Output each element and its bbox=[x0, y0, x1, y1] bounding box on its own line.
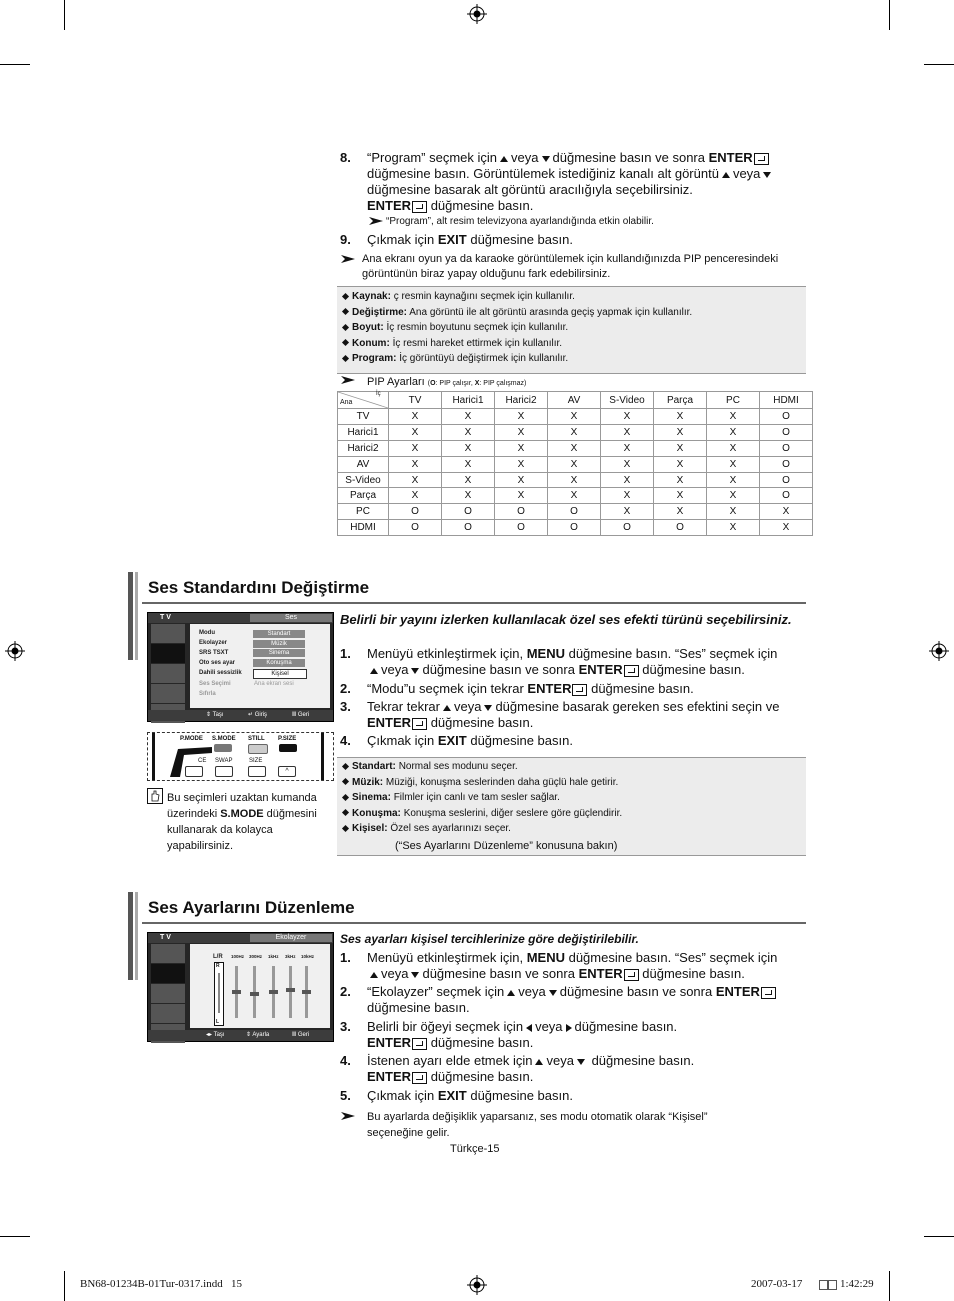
smode-button[interactable] bbox=[214, 744, 232, 752]
step-2: 2. “Modu”u seçmek için tekrar ENTER düğmesine basın. bbox=[340, 681, 694, 696]
table-cell: O bbox=[760, 472, 813, 488]
table-cell: O bbox=[495, 520, 548, 536]
table-cell: X bbox=[654, 424, 707, 440]
eq-slider-knob[interactable] bbox=[250, 992, 259, 996]
table-cell: X bbox=[707, 472, 760, 488]
table-cell: O bbox=[548, 504, 601, 520]
table-row-header: Parça bbox=[338, 488, 389, 504]
table-cell: X bbox=[442, 424, 495, 440]
table-row-header: PC bbox=[338, 504, 389, 520]
up-arrow-icon bbox=[443, 705, 451, 711]
menu-option: Sinema bbox=[253, 649, 305, 657]
table-cell: O bbox=[760, 440, 813, 456]
table-cell: X bbox=[442, 409, 495, 425]
channel-menu-icon bbox=[151, 664, 185, 683]
crop-mark bbox=[64, 0, 65, 30]
table-row bbox=[338, 520, 813, 536]
table-row-header: TV bbox=[338, 409, 389, 425]
eq-slider-knob[interactable] bbox=[269, 990, 278, 994]
enter-icon bbox=[412, 1072, 427, 1084]
table-cell: O bbox=[389, 520, 442, 536]
table-cell: O bbox=[760, 409, 813, 425]
sound-menu-icon bbox=[151, 964, 185, 983]
psize-button[interactable] bbox=[279, 744, 297, 752]
enter-icon bbox=[412, 718, 427, 730]
print-time: 1:42:29 bbox=[840, 1278, 874, 1290]
table-cell: X bbox=[707, 409, 760, 425]
table-row-header: HDMI bbox=[338, 520, 389, 536]
table-cell: X bbox=[654, 488, 707, 504]
info-reference: (“Ses Ayarlarını Düzenleme” konusuna bakın) bbox=[395, 839, 618, 852]
up-arrow-icon bbox=[722, 172, 730, 178]
table-row bbox=[338, 488, 813, 504]
table-cell: O bbox=[760, 488, 813, 504]
table-cell: O bbox=[548, 520, 601, 536]
step-8-note: “Program”, alt resim televizyona ayarlandığında etkin olabilir. bbox=[386, 216, 654, 227]
right-arrow-icon bbox=[566, 1024, 572, 1032]
down-arrow-icon bbox=[763, 172, 771, 178]
enter-icon bbox=[624, 969, 639, 981]
remote-label: P.MODE bbox=[180, 736, 203, 742]
table-row-header: AV bbox=[338, 456, 389, 472]
registration-mark-icon bbox=[929, 641, 949, 661]
enter-icon bbox=[412, 201, 427, 213]
table-column-header: HDMI bbox=[760, 392, 813, 409]
table-cell: X bbox=[601, 472, 654, 488]
table-header-row bbox=[338, 392, 813, 409]
remote-label: SWAP bbox=[215, 758, 233, 764]
enter-icon bbox=[412, 1038, 427, 1050]
menu-option: Standart bbox=[253, 630, 305, 638]
menu-side-icons bbox=[148, 623, 188, 724]
table-cell: X bbox=[654, 409, 707, 425]
crop-mark bbox=[889, 1271, 890, 1301]
eq-band-slider[interactable] bbox=[272, 966, 275, 1018]
table-cell: X bbox=[654, 440, 707, 456]
pip-info-box: Kaynak: ç resmin kaynağını seçmek için kullanılır. Değiştirme: Ana görüntü ile alt görüntü arasında geçiş yapmak için kullanılır. Boyut: İç resmin boyutunu seçmek için kullanılır. Konum: İç resmi hareket ettirmek için kullanılır. Program: İç görüntüyü değiştirmek için kullanılır. bbox=[337, 286, 806, 374]
bullet-icon bbox=[342, 293, 349, 300]
menu-option: Müzik bbox=[253, 640, 305, 648]
setup-menu-icon bbox=[151, 684, 185, 703]
menu-tv-label: T V bbox=[160, 614, 171, 621]
missing-glyph-box bbox=[819, 1280, 828, 1290]
table-row bbox=[338, 472, 813, 488]
table-cell: X bbox=[548, 472, 601, 488]
table-cell: X bbox=[548, 456, 601, 472]
eq-band-label: 300Hz bbox=[249, 954, 263, 959]
table-row bbox=[338, 440, 813, 456]
menu-item: Ses Seçimi bbox=[199, 681, 231, 687]
section-divider bbox=[142, 922, 806, 924]
table-column-header: TV bbox=[389, 392, 442, 409]
table-corner-cell: İç Ana bbox=[338, 392, 389, 409]
table-row-header: Harici1 bbox=[338, 424, 389, 440]
crop-mark bbox=[64, 1271, 65, 1301]
table-cell: X bbox=[548, 488, 601, 504]
table-column-header: PC bbox=[707, 392, 760, 409]
table-cell: X bbox=[548, 409, 601, 425]
table-cell: X bbox=[601, 456, 654, 472]
table-cell: X bbox=[601, 424, 654, 440]
size-button[interactable] bbox=[248, 766, 266, 777]
table-column-header: Harici1 bbox=[442, 392, 495, 409]
down-arrow-icon bbox=[549, 990, 557, 996]
table-row-header: S-Video bbox=[338, 472, 389, 488]
up-arrow-icon bbox=[500, 156, 508, 162]
eq-band-slider[interactable] bbox=[253, 966, 256, 1018]
table-cell: X bbox=[495, 424, 548, 440]
table-cell: X bbox=[707, 456, 760, 472]
section-divider bbox=[142, 602, 806, 604]
bullet-icon bbox=[342, 825, 349, 832]
remote-label: S.MODE bbox=[212, 736, 236, 742]
menu-item: Sıfırla bbox=[199, 691, 216, 697]
table-cell: X bbox=[548, 440, 601, 456]
left-arrow-icon bbox=[526, 1024, 532, 1032]
table-cell: X bbox=[601, 488, 654, 504]
table-cell: O bbox=[442, 504, 495, 520]
sound-mode-info-box: Standart: Normal ses modunu seçer. Müzik: Müziği, konuşma seslerinden daha güçlü hale getirir. Sinema: Filmler için canlı ve tam sesler sağlar. Konuşma: Konuşma seslerini, diğer seslere göre güçlendirir. Kişisel: Özel ses ayarlarınızı seçer. (“Ses Ayarlarını Düzenleme” konusuna bakın) bbox=[337, 757, 806, 856]
eq-slider-knob[interactable] bbox=[232, 990, 241, 994]
pip-compatibility-table bbox=[337, 391, 813, 536]
table-column-header: Parça bbox=[654, 392, 707, 409]
table-cell: O bbox=[654, 520, 707, 536]
eq-band-label: 3kHz bbox=[285, 954, 296, 959]
table-row-header: Harici2 bbox=[338, 440, 389, 456]
table-cell: X bbox=[654, 504, 707, 520]
table-column-header: AV bbox=[548, 392, 601, 409]
note-arrow-icon bbox=[369, 217, 383, 225]
bullet-icon bbox=[342, 324, 349, 331]
table-cell: X bbox=[442, 488, 495, 504]
table-cell: X bbox=[495, 472, 548, 488]
print-file-name: BN68-01234B-01Tur-0317.indd 15 bbox=[80, 1278, 242, 1290]
crop-mark bbox=[0, 64, 30, 65]
table-cell: X bbox=[389, 424, 442, 440]
page-number: Türkçe-15 bbox=[450, 1143, 500, 1155]
crop-mark bbox=[924, 64, 954, 65]
up-button[interactable]: ^ bbox=[278, 766, 296, 777]
table-cell: O bbox=[601, 520, 654, 536]
eq-band-slider[interactable] bbox=[235, 966, 238, 1018]
step-2: 2. “Ekolayzer” seçmek için veya düğmesine basın ve sonra ENTER düğmesine basın. bbox=[340, 984, 810, 1018]
table-cell: X bbox=[707, 440, 760, 456]
section-intro: Ses ayarları kişisel tercihlerinize göre değiştirilebilir. bbox=[340, 932, 639, 946]
bullet-icon bbox=[342, 308, 349, 315]
table-cell: X bbox=[389, 409, 442, 425]
step-4: 4. Çıkmak için EXIT düğmesine basın. bbox=[340, 733, 573, 748]
section-bar bbox=[135, 892, 138, 980]
down-arrow-icon bbox=[484, 705, 492, 711]
menu-option: Konuşma bbox=[253, 659, 305, 667]
table-cell: X bbox=[760, 504, 813, 520]
table-cell: X bbox=[601, 504, 654, 520]
slider-track bbox=[218, 973, 220, 1013]
table-column-header: Harici2 bbox=[495, 392, 548, 409]
down-arrow-icon bbox=[577, 1059, 585, 1065]
eq-band-label: 100Hz bbox=[231, 954, 245, 959]
pip-table-caption: PIP Ayarları (O: PIP çalışır, X: PIP çalışmaz) bbox=[367, 376, 527, 388]
enter-icon bbox=[754, 153, 769, 165]
step-1: 1. Menüyü etkinleştirmek için, MENU düğmesine basın. “Ses” seçmek için veya düğmesine basın ve sonra ENTER düğmesine basın. bbox=[340, 950, 778, 981]
step-9: 9. Çıkmak için EXIT düğmesine basın. bbox=[340, 232, 573, 247]
up-arrow-icon bbox=[507, 990, 515, 996]
table-cell: X bbox=[389, 440, 442, 456]
eq-band-label: 1kHz bbox=[268, 954, 279, 959]
menu-panel bbox=[190, 624, 330, 708]
table-cell: X bbox=[442, 456, 495, 472]
table-cell: X bbox=[654, 472, 707, 488]
section-intro: Belirli bir yayını izlerken kullanılacak özel ses efekti türünü seçebilirsiniz. bbox=[340, 612, 792, 627]
eq-slider-knob[interactable] bbox=[286, 988, 295, 992]
menu-item: Oto ses ayar bbox=[199, 660, 236, 666]
bullet-icon bbox=[342, 763, 349, 770]
tv-menu-sound-mode bbox=[147, 612, 334, 722]
step-5: 5. Çıkmak için EXIT düğmesine basın. bbox=[340, 1088, 573, 1103]
lr-balance-slider[interactable] bbox=[214, 962, 224, 1026]
section-bar bbox=[135, 572, 138, 660]
tv-menu-equalizer bbox=[147, 932, 334, 1042]
table-cell: X bbox=[707, 504, 760, 520]
remote-control-illustration bbox=[147, 732, 334, 781]
table-cell: O bbox=[442, 520, 495, 536]
up-arrow-icon bbox=[370, 668, 378, 674]
table-cell: X bbox=[707, 424, 760, 440]
enter-icon bbox=[761, 987, 776, 999]
eq-band-slider[interactable] bbox=[289, 966, 292, 1018]
step-3: 3. Belirli bir öğeyi seçmek için veya düğmesine basın. ENTER düğmesine basın. bbox=[340, 1019, 678, 1050]
table-cell: X bbox=[495, 456, 548, 472]
registration-mark-icon bbox=[467, 4, 487, 24]
remote-label: STILL bbox=[248, 736, 265, 742]
channel-menu-icon bbox=[151, 984, 185, 1003]
menu-item-value: Ana ekran sesi bbox=[254, 681, 294, 687]
down-arrow-icon bbox=[411, 668, 419, 674]
enter-icon bbox=[572, 684, 587, 696]
remote-edge bbox=[321, 733, 324, 780]
eq-band-label: L/R bbox=[213, 954, 223, 960]
table-cell: X bbox=[442, 440, 495, 456]
remote-label: P.SIZE bbox=[278, 736, 297, 742]
table-cell: X bbox=[442, 472, 495, 488]
table-cell: X bbox=[389, 472, 442, 488]
menu-side-icons bbox=[148, 943, 188, 1044]
table-cell: O bbox=[760, 424, 813, 440]
swap-button[interactable] bbox=[215, 766, 233, 777]
menu-footer: ⇕ Taşı ↵ Giriş Ⅲ Geri bbox=[148, 710, 333, 721]
menu-tv-label: T V bbox=[160, 934, 171, 941]
bullet-icon bbox=[342, 778, 349, 785]
table-cell: X bbox=[654, 456, 707, 472]
picture-menu-icon bbox=[151, 624, 185, 643]
still-button[interactable] bbox=[248, 744, 268, 754]
eq-band-slider[interactable] bbox=[305, 966, 308, 1018]
step-1: 1. Menüyü etkinleştirmek için, MENU düğmesine basın. “Ses” seçmek için veya düğmesine basın ve sonra ENTER düğmesine basın. bbox=[340, 646, 778, 677]
enter-icon bbox=[624, 665, 639, 677]
table-cell: X bbox=[601, 409, 654, 425]
table-cell: O bbox=[760, 456, 813, 472]
eq-l-label: L bbox=[216, 1019, 220, 1025]
registration-mark-icon bbox=[5, 641, 25, 661]
menu-footer: ◂▸ Taşı ⇕ Ayarla Ⅲ Geri bbox=[148, 1030, 333, 1041]
down-arrow-icon bbox=[411, 972, 419, 978]
table-cell: O bbox=[389, 504, 442, 520]
section-bar bbox=[128, 892, 133, 980]
note-personal-mode: Bu ayarlarda değişiklik yaparsanız, ses modu otomatik olarak “Kişisel” seçeneğine gelir. bbox=[367, 1111, 708, 1139]
note-arrow-icon bbox=[341, 1112, 355, 1120]
menu-tab-title: Ekolayzer bbox=[250, 934, 332, 942]
section-title: Ses Standardını Değiştirme bbox=[148, 578, 370, 597]
note-arrow-icon bbox=[341, 255, 355, 263]
table-row bbox=[338, 456, 813, 472]
remote-tip-text: Bu seçimleri uzaktan kumanda üzerindeki S.MODE düğmesini kullanarak da kolayca yapabilirsiniz. bbox=[167, 792, 317, 852]
bullet-icon bbox=[342, 794, 349, 801]
eq-band-label: 10kHz bbox=[301, 954, 315, 959]
table-cell: O bbox=[495, 504, 548, 520]
table-cell: X bbox=[495, 488, 548, 504]
table-cell: X bbox=[389, 456, 442, 472]
table-row bbox=[338, 409, 813, 425]
crop-mark bbox=[0, 1236, 30, 1237]
remote-label: CE bbox=[198, 758, 207, 764]
remote-button[interactable] bbox=[185, 766, 203, 777]
table-cell: X bbox=[707, 520, 760, 536]
step-4: 4. İstenen ayarı elde etmek için veya düğmesine basın. ENTER düğmesine basın. bbox=[340, 1053, 695, 1084]
bullet-icon bbox=[342, 355, 349, 362]
print-date: 2007-03-17 bbox=[751, 1278, 803, 1290]
crop-mark bbox=[924, 1236, 954, 1237]
table-column-header: S-Video bbox=[601, 392, 654, 409]
menu-option-selected: Kişisel bbox=[253, 669, 307, 679]
table-cell: X bbox=[601, 440, 654, 456]
section-bar bbox=[128, 572, 133, 660]
setup-menu-icon bbox=[151, 1004, 185, 1023]
table-row bbox=[338, 504, 813, 520]
menu-item: SRS TSXT bbox=[199, 650, 229, 656]
missing-glyph-box bbox=[828, 1280, 837, 1290]
table-cell: X bbox=[707, 488, 760, 504]
eq-r-label: R bbox=[216, 963, 220, 969]
up-arrow-icon bbox=[535, 1059, 543, 1065]
section-title: Ses Ayarlarını Düzenleme bbox=[148, 898, 355, 917]
crop-mark bbox=[889, 0, 890, 30]
menu-tab-title: Ses bbox=[250, 614, 332, 622]
equalizer-panel bbox=[190, 944, 330, 1028]
table-cell: X bbox=[389, 488, 442, 504]
note-pip-game: Ana ekranı oyun ya da karaoke görüntülemek için kullandığınızda PIP penceresindeki görüntünün biraz yapay olduğunu fark edebilirsiniz. bbox=[362, 253, 779, 280]
table-cell: X bbox=[495, 409, 548, 425]
remote-edge bbox=[152, 733, 155, 780]
menu-item: Modu bbox=[199, 630, 215, 636]
step-3: 3. Tekrar tekrar veya düğmesine basarak gereken ses efektini seçin ve ENTER düğmesine basın. bbox=[340, 699, 780, 730]
remote-tip-icon bbox=[147, 788, 163, 804]
up-arrow-icon bbox=[370, 972, 378, 978]
table-cell: X bbox=[548, 424, 601, 440]
table-row bbox=[338, 424, 813, 440]
down-arrow-icon bbox=[542, 156, 550, 162]
sound-menu-icon bbox=[151, 644, 185, 663]
registration-mark-icon bbox=[467, 1275, 487, 1295]
bullet-icon bbox=[342, 809, 349, 816]
bullet-icon bbox=[342, 339, 349, 346]
menu-item: Ekolayzer bbox=[199, 640, 228, 646]
picture-menu-icon bbox=[151, 944, 185, 963]
eq-slider-knob[interactable] bbox=[302, 990, 311, 994]
table-cell: X bbox=[495, 440, 548, 456]
remote-label: SIZE bbox=[249, 758, 263, 764]
table-cell: X bbox=[760, 520, 813, 536]
note-arrow-icon bbox=[341, 376, 355, 384]
menu-item: Dahili sessizlik bbox=[199, 670, 242, 676]
